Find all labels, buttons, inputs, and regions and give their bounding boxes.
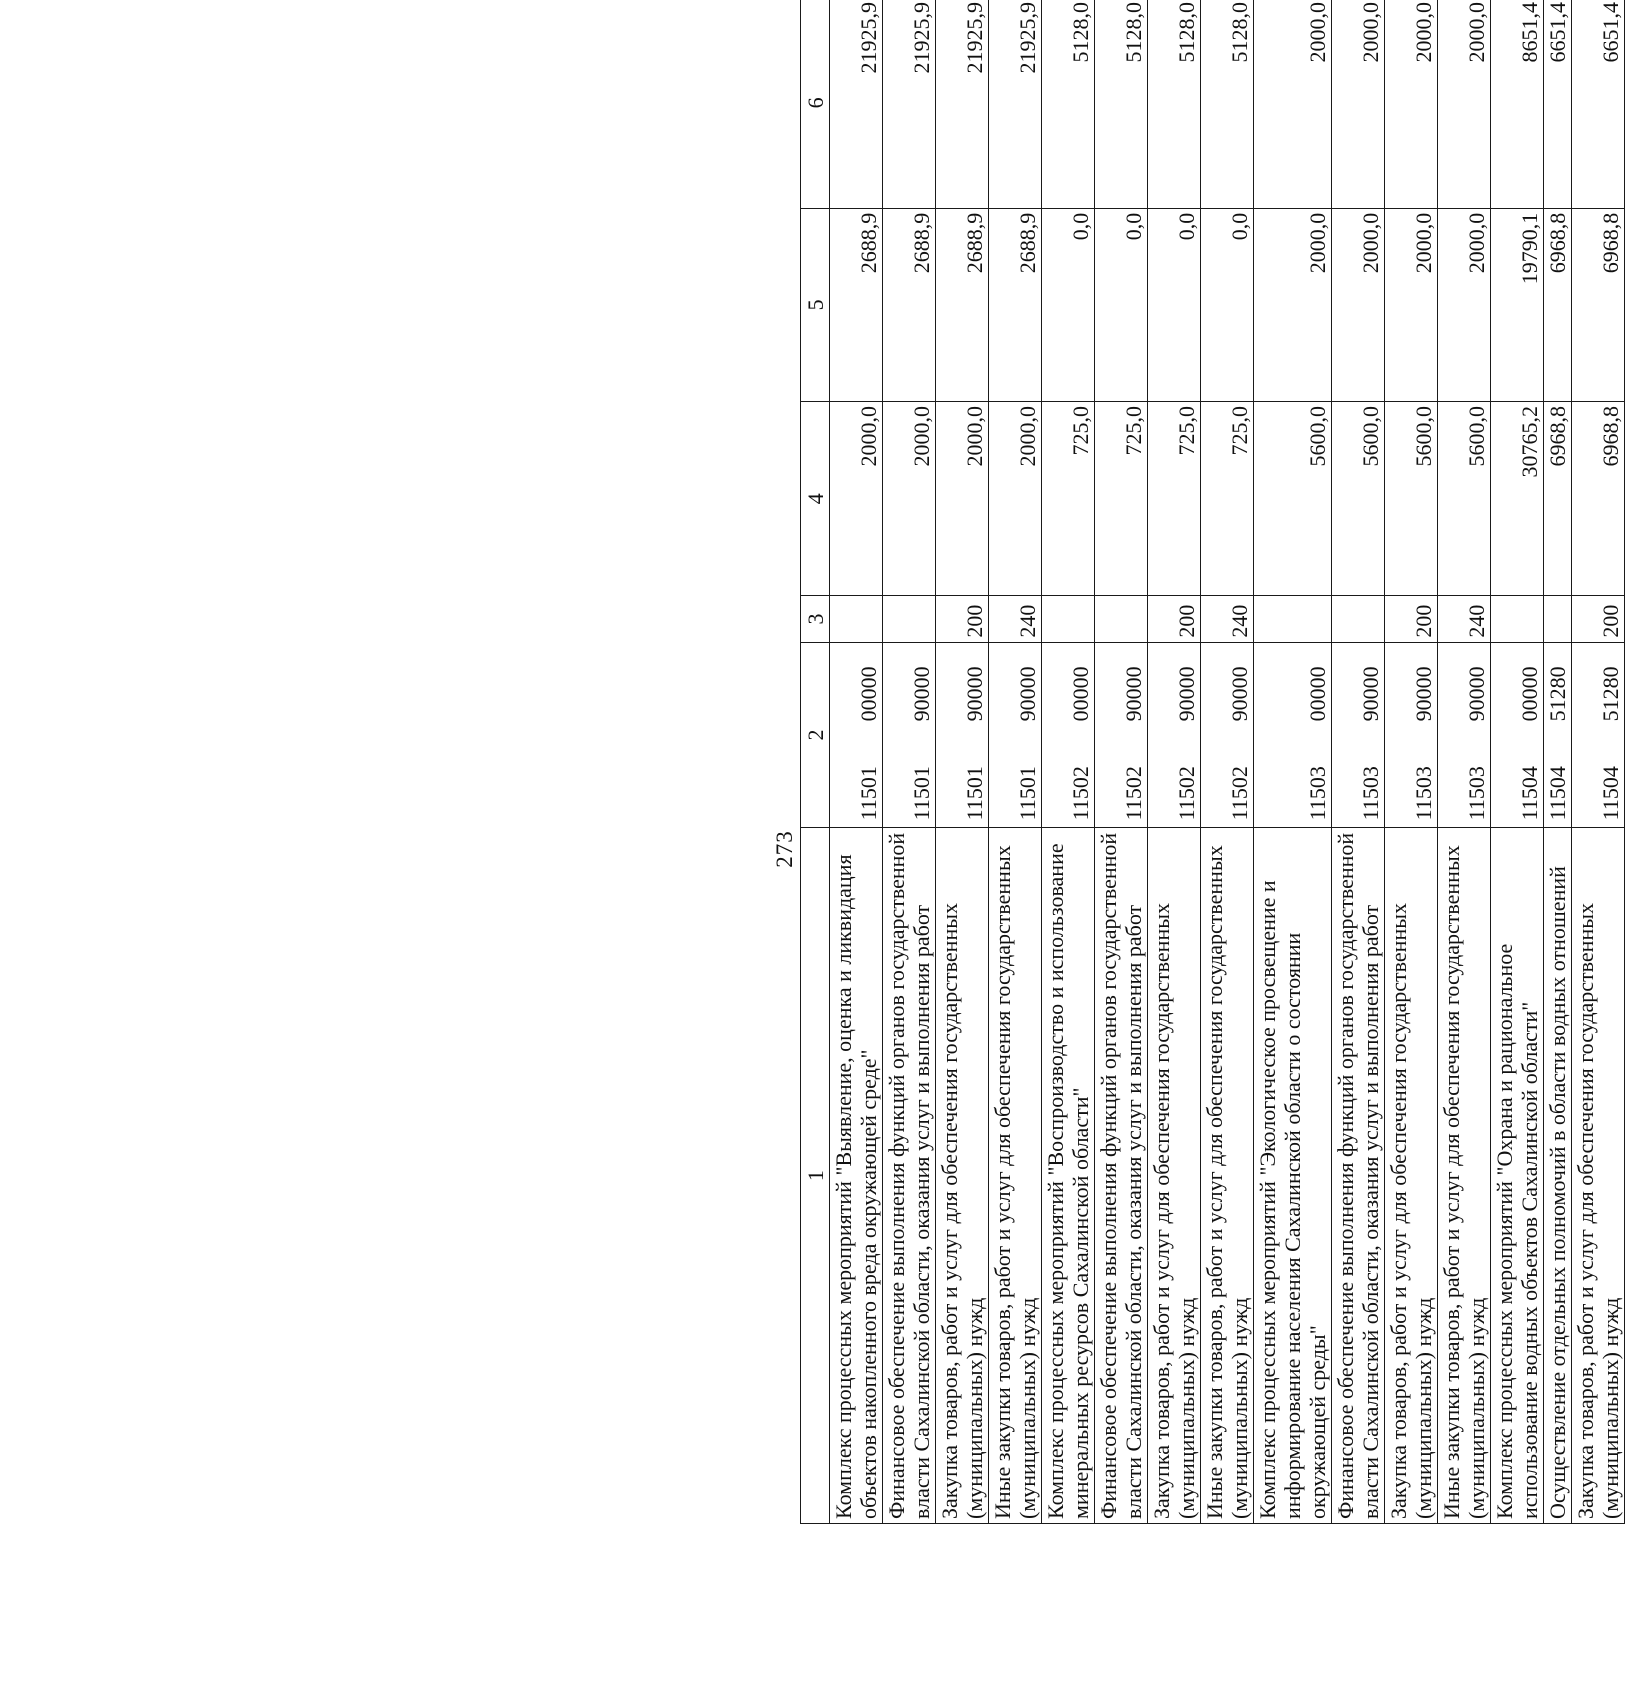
target-code	[1201, 642, 1254, 828]
code-program: 11501	[856, 766, 881, 821]
table-row	[830, 0, 883, 1524]
table-row	[883, 0, 936, 1524]
column-header-5: 5	[801, 208, 830, 401]
expense-type-code: 200	[936, 596, 989, 642]
table-row	[1201, 0, 1254, 1524]
expense-type-code	[1095, 596, 1148, 642]
value-col-6: 6651,4	[1544, 0, 1572, 208]
code-direction: 90000	[1121, 666, 1146, 722]
code-direction: 00000	[1517, 666, 1542, 722]
value-col-4: 30765,2	[1491, 401, 1544, 595]
table-row	[1042, 0, 1095, 1524]
page-number: 273	[772, 830, 797, 868]
code-program: 11503	[1358, 766, 1383, 821]
target-code	[989, 642, 1042, 828]
column-number-row	[801, 0, 830, 1524]
value-col-5: 19790,1	[1491, 208, 1544, 401]
expense-type-code	[1042, 596, 1095, 642]
target-code	[1572, 642, 1625, 828]
code-direction: 00000	[1305, 666, 1330, 722]
target-code	[883, 642, 936, 828]
code-direction: 90000	[1464, 666, 1489, 722]
value-col-5: 2000,0	[1254, 208, 1332, 401]
value-col-4: 5600,0	[1385, 401, 1438, 595]
value-col-5: 2688,9	[936, 208, 989, 401]
table-row	[989, 0, 1042, 1524]
column-header-6: 6	[801, 0, 830, 208]
item-name: Комплекс процессных мероприятий "Воспроизводство и использование минеральных ресурсов Сахалинской области"	[1042, 828, 1095, 1524]
code-program: 11501	[1015, 766, 1040, 821]
value-col-4: 725,0	[1148, 401, 1201, 595]
expense-type-code: 200	[1148, 596, 1201, 642]
target-code	[1042, 642, 1095, 828]
value-col-5: 2000,0	[1385, 208, 1438, 401]
value-col-5: 0,0	[1148, 208, 1201, 401]
expense-type-code	[1491, 596, 1544, 642]
value-col-4: 5600,0	[1438, 401, 1491, 595]
code-program: 11504	[1598, 766, 1623, 821]
code-program: 11501	[962, 766, 987, 821]
value-col-4: 2000,0	[936, 401, 989, 595]
value-col-5: 0,0	[1201, 208, 1254, 401]
value-col-5: 0,0	[1042, 208, 1095, 401]
value-col-5: 2688,9	[989, 208, 1042, 401]
value-col-6: 5128,0	[1095, 0, 1148, 208]
item-name: Иные закупки товаров, работ и услуг для обеспечения государственных (муниципальных) нужд	[1201, 828, 1254, 1524]
value-col-4: 725,0	[1095, 401, 1148, 595]
value-col-6: 5128,0	[1042, 0, 1095, 208]
code-program: 11503	[1464, 766, 1489, 821]
target-code	[830, 642, 883, 828]
value-col-4: 2000,0	[883, 401, 936, 595]
code-direction: 90000	[962, 666, 987, 722]
table-body	[830, 0, 1625, 1524]
code-direction: 90000	[1358, 666, 1383, 722]
code-program: 11502	[1068, 766, 1093, 821]
code-direction: 00000	[856, 666, 881, 722]
code-direction: 00000	[1068, 666, 1093, 722]
target-code	[1438, 642, 1491, 828]
value-col-4: 725,0	[1042, 401, 1095, 595]
code-direction: 90000	[1411, 666, 1436, 722]
value-col-6: 2000,0	[1438, 0, 1491, 208]
code-direction: 51280	[1545, 666, 1570, 722]
item-name: Финансовое обеспечение выполнения функций органов государственной власти Сахалинской области, оказания услуг и выполнения работ	[1332, 828, 1385, 1524]
expense-type-code	[1544, 596, 1572, 642]
code-program: 11503	[1411, 766, 1436, 821]
column-header-1: 1	[801, 828, 830, 1524]
expense-type-code	[1254, 596, 1332, 642]
table-row	[1332, 0, 1385, 1524]
table-row	[1544, 0, 1572, 1524]
code-program: 11502	[1227, 766, 1252, 821]
value-col-4: 6968,8	[1572, 401, 1625, 595]
value-col-6: 2000,0	[1332, 0, 1385, 208]
expense-type-code: 200	[1385, 596, 1438, 642]
target-code	[1491, 642, 1544, 828]
value-col-5: 2000,0	[1438, 208, 1491, 401]
table-row	[1438, 0, 1491, 1524]
value-col-5: 6968,8	[1572, 208, 1625, 401]
column-header-3: 3	[801, 596, 830, 642]
expense-type-code: 200	[1572, 596, 1625, 642]
value-col-6: 5128,0	[1201, 0, 1254, 208]
target-code	[1254, 642, 1332, 828]
target-code	[1095, 642, 1148, 828]
code-program: 11504	[1545, 766, 1570, 821]
item-name: Финансовое обеспечение выполнения функций органов государственной власти Сахалинской области, оказания услуг и выполнения работ	[1095, 828, 1148, 1524]
item-name: Закупка товаров, работ и услуг для обеспечения государственных (муниципальных) нужд	[1385, 828, 1438, 1524]
value-col-6: 21925,9	[830, 0, 883, 208]
target-code	[1332, 642, 1385, 828]
item-name: Закупка товаров, работ и услуг для обеспечения государственных (муниципальных) нужд	[1148, 828, 1201, 1524]
value-col-6: 21925,9	[936, 0, 989, 208]
expense-type-code: 240	[989, 596, 1042, 642]
code-program: 11503	[1305, 766, 1330, 821]
table-row	[1095, 0, 1148, 1524]
value-col-4: 6968,8	[1544, 401, 1572, 595]
value-col-6: 6651,4	[1572, 0, 1625, 208]
code-direction: 90000	[1227, 666, 1252, 722]
table-row	[1491, 0, 1544, 1524]
item-name: Комплекс процессных мероприятий "Охрана и рациональное использование водных объектов Сахалинской области"	[1491, 828, 1544, 1524]
value-col-6: 21925,9	[989, 0, 1042, 208]
code-direction: 90000	[909, 666, 934, 722]
column-header-2: 2	[801, 642, 830, 828]
item-name: Комплекс процессных мероприятий "Экологическое просвещение и информирование населения Сахалинской области о состоянии окружающей среды"	[1254, 828, 1332, 1524]
table-row	[1254, 0, 1332, 1524]
value-col-5: 0,0	[1095, 208, 1148, 401]
code-direction: 90000	[1015, 666, 1040, 722]
budget-table	[800, 0, 1625, 1524]
target-code	[936, 642, 989, 828]
expense-type-code: 240	[1438, 596, 1491, 642]
value-col-6: 2000,0	[1385, 0, 1438, 208]
code-program: 11502	[1174, 766, 1199, 821]
value-col-6: 8651,4	[1491, 0, 1544, 208]
target-code	[1148, 642, 1201, 828]
expense-type-code	[1332, 596, 1385, 642]
value-col-5: 2688,9	[883, 208, 936, 401]
target-code	[1544, 642, 1572, 828]
item-name: Осуществление отдельных полномочий в области водных отношений	[1544, 828, 1572, 1524]
value-col-5: 6968,8	[1544, 208, 1572, 401]
value-col-4: 5600,0	[1332, 401, 1385, 595]
code-direction: 51280	[1598, 666, 1623, 722]
value-col-6: 2000,0	[1254, 0, 1332, 208]
column-header-4: 4	[801, 401, 830, 595]
value-col-4: 5600,0	[1254, 401, 1332, 595]
code-program: 11501	[909, 766, 934, 821]
item-name: Финансовое обеспечение выполнения функций органов государственной власти Сахалинской области, оказания услуг и выполнения работ	[883, 828, 936, 1524]
value-col-4: 2000,0	[989, 401, 1042, 595]
value-col-4: 725,0	[1201, 401, 1254, 595]
table-row	[1385, 0, 1438, 1524]
expense-type-code	[830, 596, 883, 642]
value-col-6: 21925,9	[883, 0, 936, 208]
item-name: Иные закупки товаров, работ и услуг для обеспечения государственных (муниципальных) нужд	[989, 828, 1042, 1524]
expense-type-code	[883, 596, 936, 642]
value-col-5: 2688,9	[830, 208, 883, 401]
item-name: Иные закупки товаров, работ и услуг для обеспечения государственных (муниципальных) нужд	[1438, 828, 1491, 1524]
expense-type-code: 240	[1201, 596, 1254, 642]
table-row	[1572, 0, 1625, 1524]
code-direction: 90000	[1174, 666, 1199, 722]
code-program: 11502	[1121, 766, 1146, 821]
item-name: Закупка товаров, работ и услуг для обеспечения государственных (муниципальных) нужд	[936, 828, 989, 1524]
value-col-4: 2000,0	[830, 401, 883, 595]
value-col-6: 5128,0	[1148, 0, 1201, 208]
value-col-5: 2000,0	[1332, 208, 1385, 401]
table-row	[1148, 0, 1201, 1524]
table-row	[936, 0, 989, 1524]
code-program: 11504	[1517, 766, 1542, 821]
item-name: Закупка товаров, работ и услуг для обеспечения государственных (муниципальных) нужд	[1572, 828, 1625, 1524]
item-name: Комплекс процессных мероприятий "Выявление, оценка и ликвидация объектов накопленного вреда окружающей среде"	[830, 828, 883, 1524]
target-code	[1385, 642, 1438, 828]
